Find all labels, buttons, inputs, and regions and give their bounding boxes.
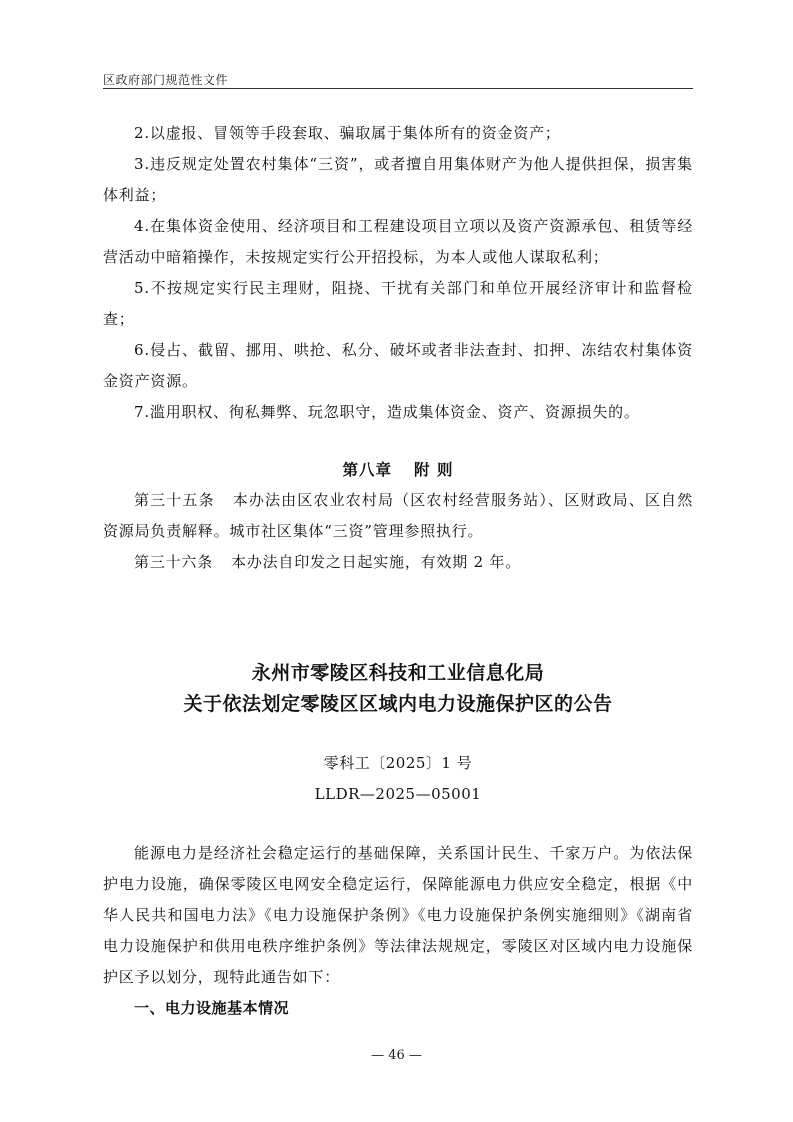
- article-label: 第三十五条: [134, 491, 215, 509]
- registration-number: LLDR—2025—05001: [314, 785, 482, 803]
- section-heading: 一、电力设施基本情况: [134, 999, 290, 1017]
- list-item: 4.在集体资金使用、经济项目和工程建设项目立项以及资产资源承包、租赁等经营活动中暗箱操作，未按规定实行公开招投标，为本人或他人谋取私利；: [103, 217, 693, 266]
- section-spacer: [103, 578, 693, 658]
- document-number: 零科工〔2025〕1 号: [323, 754, 473, 772]
- list-item: 2.以虚报、冒领等手段套取、骗取属于集体所有的资金资产；: [134, 124, 561, 142]
- notice-intro-paragraph: 能源电力是经济社会稳定运行的基础保障，关系国计民生、千家万户。为依法保护电力设施，确保零陵区电网安全稳定运行，保障能源电力供应安全稳定，根据《中华人民共和国电力法》《电力设施保护条例》《电力设施保护条例实施细则》《湖南省电力设施保护和供用电秩序维护条例》等法律法规规定，零陵区对区域内电力设施保护区予以划分，现特此通告如下：: [103, 844, 693, 986]
- list-item: 6.侵占、截留、挪用、哄抢、私分、破坏或者非法查封、扣押、冻结农村集体资金资产资源。: [103, 341, 693, 390]
- header-divider: [103, 88, 693, 89]
- list-item: 3.违反规定处置农村集体“三资”，或者擅自用集体财产为他人提供担保，损害集体利益；: [103, 155, 693, 204]
- article-text: 本办法由区农业农村局（区农村经营服务站）、区财政局、区自然资源局负责解释。城市社区集体“三资”管理参照执行。: [103, 491, 693, 540]
- title-spacer: [103, 720, 693, 748]
- article-paragraph: [103, 547, 693, 578]
- page-number: — 46 —: [371, 1048, 422, 1063]
- chapter-number: 第八章: [342, 460, 393, 479]
- list-item: 7.滥用职权、徇私舞弊、玩忽职守，造成集体资金、资产、资源损失的。: [134, 403, 640, 421]
- article-label: 第三十六条: [134, 553, 214, 571]
- page-body: [103, 118, 693, 1024]
- notice-title-line-1: 永州市零陵区科技和工业信息化局: [251, 662, 545, 684]
- document-header-label: 区政府部门规范性文件: [103, 73, 229, 87]
- list-item: 5.不按规定实行民主理财，阻挠、干扰有关部门和单位开展经济审计和监督检查；: [103, 279, 693, 328]
- chapter-title: 附 则: [414, 460, 454, 479]
- notice-title-line-2: 关于依法划定零陵区区域内电力设施保护区的公告: [183, 693, 613, 715]
- article-text: 本办法自印发之日起实施，有效期 2 年。: [231, 553, 522, 571]
- chapter-heading: [103, 454, 693, 485]
- article-paragraph: [103, 485, 693, 547]
- intro-spacer: [103, 810, 693, 838]
